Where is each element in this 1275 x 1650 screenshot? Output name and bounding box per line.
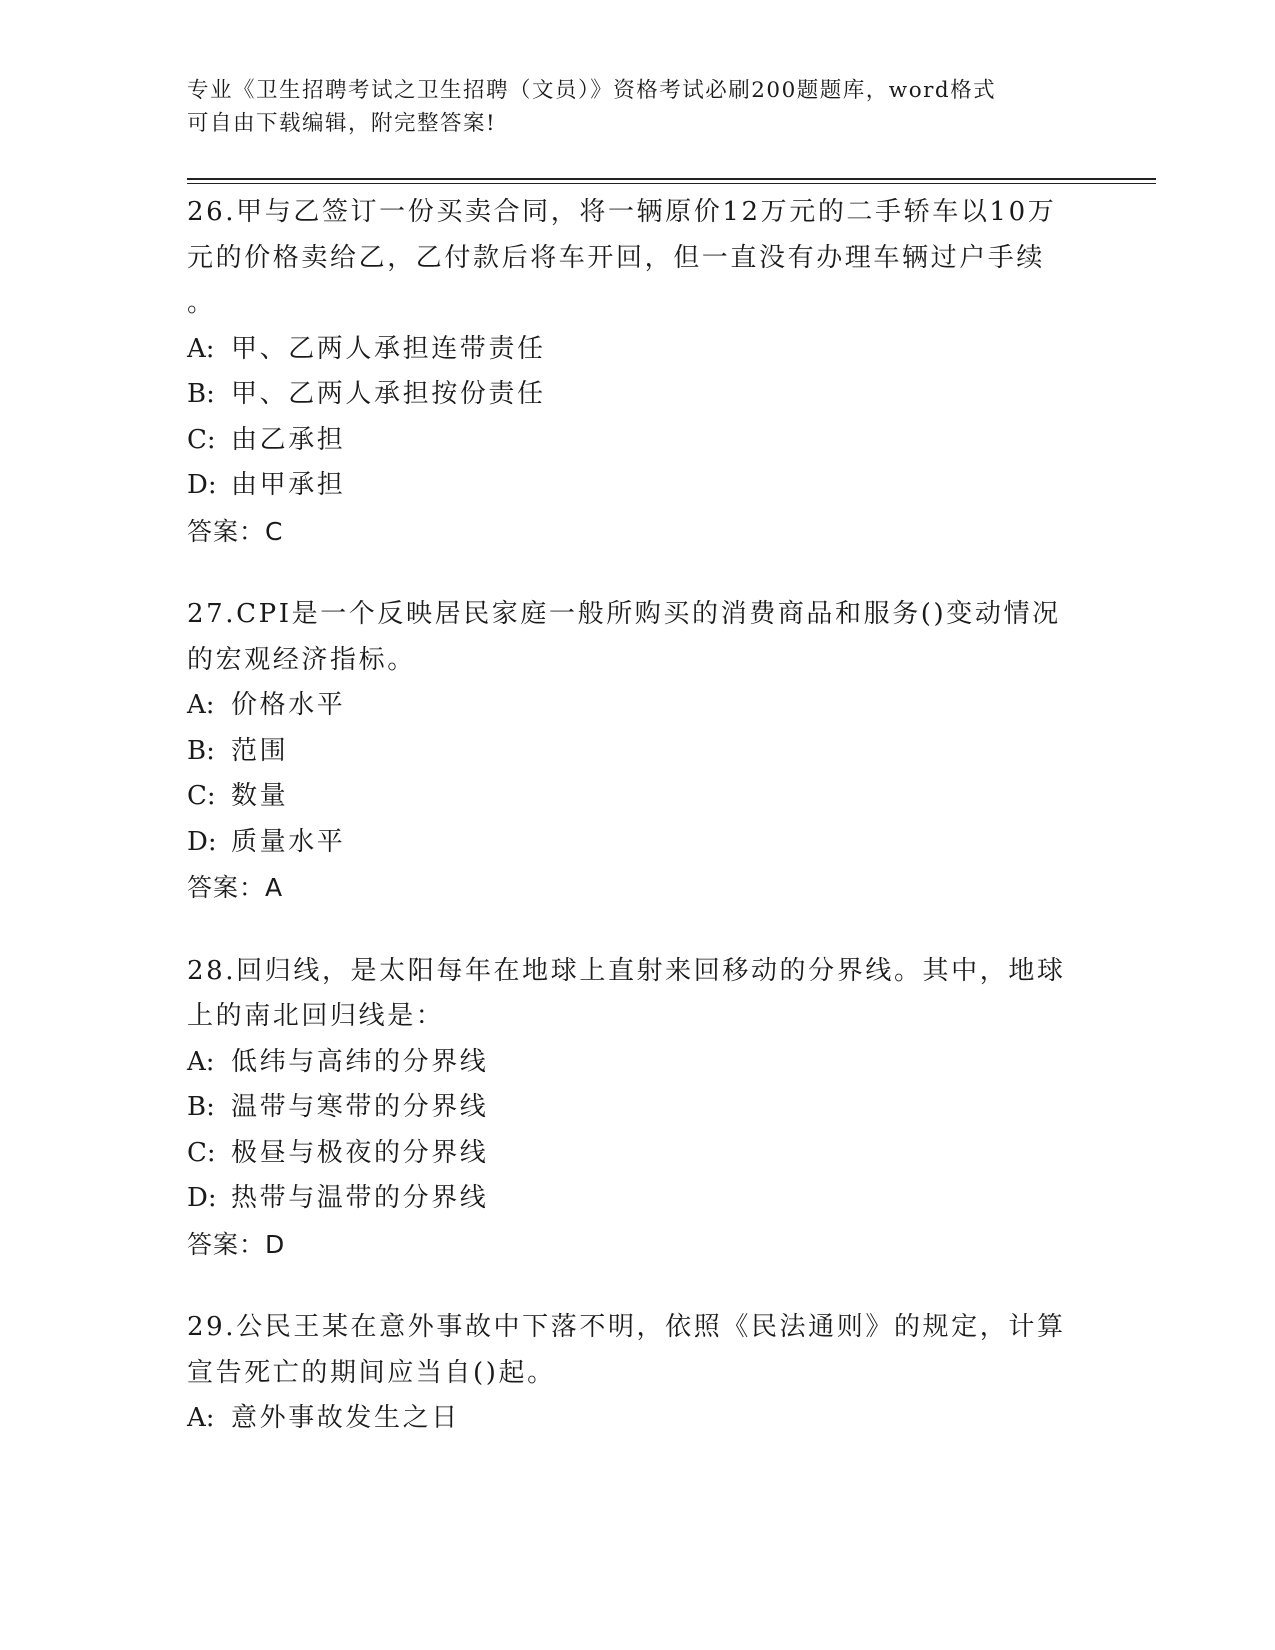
question-stem — [187, 190, 1087, 327]
option-text: 数量 — [231, 781, 289, 811]
question-26 — [187, 190, 1087, 554]
answer-line: 答案：D — [187, 1229, 286, 1259]
option-b — [187, 372, 1087, 418]
option-text: 意外事故发生之日 — [231, 1403, 460, 1433]
option-letter: B: — [187, 379, 215, 409]
option-text: 甲、乙两人承担连带责任 — [231, 333, 546, 364]
option-letter: A: — [187, 690, 215, 720]
option-letter: A: — [187, 333, 215, 364]
document-header — [187, 74, 1067, 140]
option-letter: C: — [187, 424, 216, 455]
answer-line: 答案：A — [187, 873, 284, 902]
option-text: 由甲承担 — [231, 470, 346, 500]
header-divider-thick — [187, 178, 1156, 180]
question-27 — [187, 592, 1087, 911]
stem-line: 27.CPI是一个反映居民家庭一般所购买的消费商品和服务()变动情况 — [187, 599, 1061, 629]
option-b — [187, 729, 1087, 775]
option-letter: C: — [187, 781, 216, 811]
option-d — [187, 1176, 1087, 1222]
option-text: 热带与温带的分界线 — [231, 1183, 489, 1213]
question-stem — [187, 1305, 1087, 1396]
option-letter: D: — [187, 1183, 217, 1213]
question-stem — [187, 949, 1087, 1040]
option-text: 质量水平 — [231, 826, 346, 857]
option-c — [187, 418, 1087, 464]
option-letter: B: — [187, 735, 215, 766]
option-text: 极昼与极夜的分界线 — [231, 1137, 489, 1168]
option-d — [187, 820, 1087, 866]
header-line-2: 可自由下载编辑，附完整答案! — [187, 111, 497, 136]
stem-line: 29.公民王某在意外事故中下落不明，依照《民法通则》的规定，计算 — [187, 1312, 1066, 1342]
option-a — [187, 1396, 1087, 1442]
option-text: 价格水平 — [231, 690, 346, 720]
stem-line: 宣告死亡的期间应当自()起。 — [187, 1357, 556, 1388]
header-line-1: 专业《卫生招聘考试之卫生招聘（文员）》资格考试必刷200题题库，word格式 — [187, 78, 997, 103]
option-c — [187, 1131, 1087, 1177]
option-letter: A: — [187, 1046, 215, 1077]
stem-line: 元的价格卖给乙，乙付款后将车开回，但一直没有办理车辆过户手续 — [187, 242, 1046, 273]
option-letter: D: — [187, 470, 217, 500]
stem-line: 上的南北回归线是： — [187, 1001, 445, 1031]
option-text: 范围 — [231, 735, 289, 766]
option-letter: B: — [187, 1092, 215, 1122]
stem-line: 的宏观经济指标。 — [187, 644, 416, 675]
stem-line: 28.回归线，是太阳每年在地球上直射来回移动的分界线。其中，地球 — [187, 955, 1066, 986]
stem-line: 26.甲与乙签订一份买卖合同，将一辆原价12万元的二手轿车以10万 — [187, 197, 1057, 227]
answer-line: 答案：C — [187, 516, 284, 546]
option-text: 由乙承担 — [231, 424, 346, 455]
question-stem — [187, 592, 1087, 683]
option-c — [187, 774, 1087, 820]
option-letter: C: — [187, 1137, 216, 1168]
option-letter: D: — [187, 826, 217, 857]
stem-line: 。 — [187, 288, 216, 318]
option-a — [187, 683, 1087, 729]
option-d — [187, 463, 1087, 509]
question-29 — [187, 1305, 1087, 1442]
header-divider-thin — [187, 183, 1156, 184]
option-text: 温带与寒带的分界线 — [231, 1092, 489, 1122]
option-a — [187, 1040, 1087, 1086]
question-list — [187, 190, 1087, 1480]
option-b — [187, 1085, 1087, 1131]
option-a — [187, 327, 1087, 373]
option-text: 甲、乙两人承担按份责任 — [231, 379, 546, 409]
question-28 — [187, 949, 1087, 1268]
option-letter: A: — [187, 1403, 215, 1433]
option-text: 低纬与高纬的分界线 — [231, 1046, 489, 1077]
